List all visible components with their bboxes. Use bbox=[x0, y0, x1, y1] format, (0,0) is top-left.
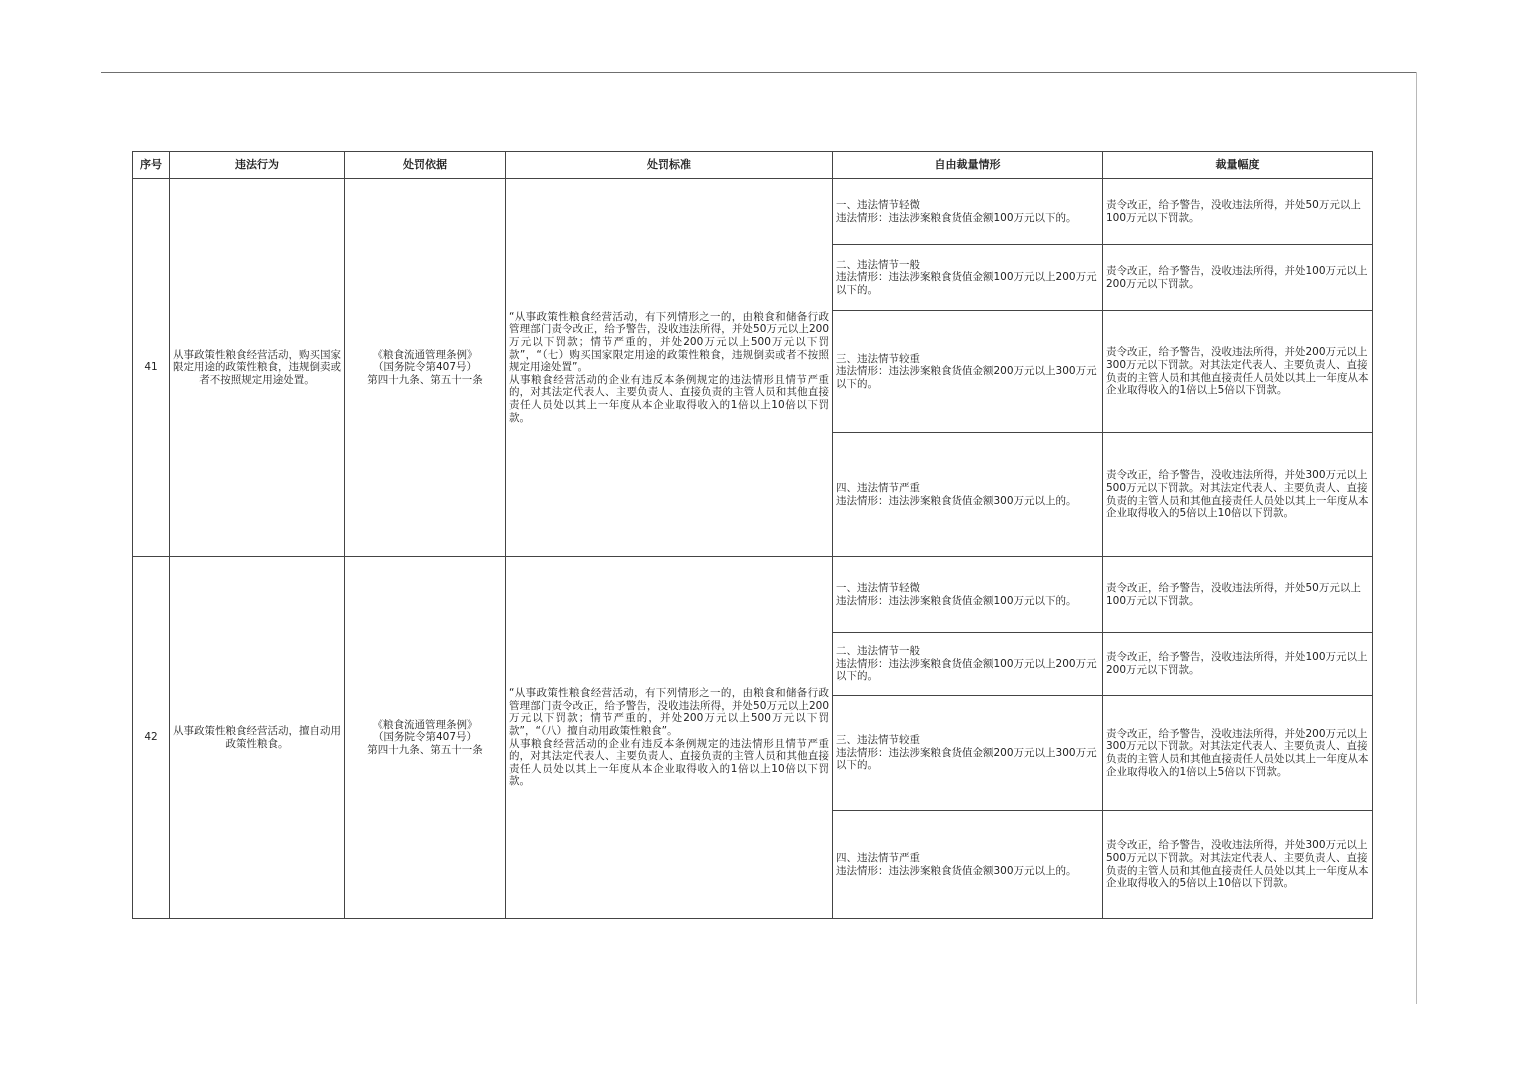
header-penalty-standard: 处罚标准 bbox=[506, 152, 833, 179]
penalty-discretion-table bbox=[132, 151, 1373, 919]
page-right-edge bbox=[1416, 72, 1417, 1004]
discretion-situation-cell: 三、违法情节较重 违法情形：违法涉案粮食货值金额200万元以上300万元以下的。 bbox=[833, 696, 1103, 811]
discretion-range-cell: 责令改正，给予警告，没收违法所得，并处100万元以上200万元以下罚款。 bbox=[1103, 633, 1373, 696]
header-serial-no: 序号 bbox=[133, 152, 170, 179]
header-legal-basis: 处罚依据 bbox=[345, 152, 506, 179]
discretion-situation-cell: 一、违法情节轻微 违法情形：违法涉案粮食货值金额100万元以下的。 bbox=[833, 557, 1103, 633]
violation-cell: 从事政策性粮食经营活动，擅自动用政策性粮食。 bbox=[170, 557, 345, 919]
discretion-range-cell: 责令改正，给予警告，没收违法所得，并处300万元以上500万元以下罚款。对其法定代表人、主要负责人、直接负责的主管人员和其他直接责任人员处以其上一年度从本企业取得收入的5倍以上10倍以下罚款。 bbox=[1103, 811, 1373, 919]
header-violation: 违法行为 bbox=[170, 152, 345, 179]
header-discretion-situation: 自由裁量情形 bbox=[833, 152, 1103, 179]
discretion-range-cell: 责令改正，给予警告，没收违法所得，并处200万元以上300万元以下罚款。对其法定代表人、主要负责人、直接负责的主管人员和其他直接责任人员处以其上一年度从本企业取得收入的1倍以上5倍以下罚款。 bbox=[1103, 311, 1373, 433]
discretion-situation-cell: 二、违法情节一般 违法情形：违法涉案粮食货值金额100万元以上200万元以下的。 bbox=[833, 245, 1103, 311]
discretion-situation-cell: 三、违法情节较重 违法情形：违法涉案粮食货值金额200万元以上300万元以下的。 bbox=[833, 311, 1103, 433]
discretion-range-cell: 责令改正，给予警告，没收违法所得，并处200万元以上300万元以下罚款。对其法定代表人、主要负责人、直接负责的主管人员和其他直接责任人员处以其上一年度从本企业取得收入的1倍以上5倍以下罚款。 bbox=[1103, 696, 1373, 811]
page-top-rule bbox=[101, 72, 1417, 73]
discretion-situation-cell: 四、违法情节严重 违法情形：违法涉案粮食货值金额300万元以上的。 bbox=[833, 811, 1103, 919]
legal-basis-cell: 《粮食流通管理条例》 （国务院令第407号） 第四十九条、第五十一条 bbox=[345, 179, 506, 557]
discretion-situation-cell: 一、违法情节轻微 违法情形：违法涉案粮食货值金额100万元以下的。 bbox=[833, 179, 1103, 245]
table-header-row bbox=[133, 152, 1373, 179]
discretion-range-cell: 责令改正，给予警告，没收违法所得，并处300万元以上500万元以下罚款。对其法定代表人、主要负责人、直接负责的主管人员和其他直接责任人员处以其上一年度从本企业取得收入的5倍以上10倍以下罚款。 bbox=[1103, 433, 1373, 557]
serial-no-cell: 42 bbox=[133, 557, 170, 919]
violation-cell: 从事政策性粮食经营活动，购买国家限定用途的政策性粮食，违规倒卖或者不按照规定用途处置。 bbox=[170, 179, 345, 557]
discretion-range-cell: 责令改正，给予警告，没收违法所得，并处50万元以上100万元以下罚款。 bbox=[1103, 179, 1373, 245]
discretion-situation-cell: 四、违法情节严重 违法情形：违法涉案粮食货值金额300万元以上的。 bbox=[833, 433, 1103, 557]
table-row bbox=[133, 557, 1373, 633]
discretion-range-cell: 责令改正，给予警告，没收违法所得，并处50万元以上100万元以下罚款。 bbox=[1103, 557, 1373, 633]
legal-basis-cell: 《粮食流通管理条例》 （国务院令第407号） 第四十九条、第五十一条 bbox=[345, 557, 506, 919]
discretion-range-cell: 责令改正，给予警告，没收违法所得，并处100万元以上200万元以下罚款。 bbox=[1103, 245, 1373, 311]
header-discretion-range: 裁量幅度 bbox=[1103, 152, 1373, 179]
penalty-standard-cell: “从事政策性粮食经营活动，有下列情形之一的，由粮食和储备行政管理部门责令改正，给予警告，没收违法所得，并处50万元以上200万元以下罚款；情节严重的，并处200万元以上500万元以下罚款”，“（八）擅自动用政策性粮食”。 从事粮食经营活动的企业有违反本条例规定的违法情形且情节严重的，对其法定代表人、主要负责人、直接负责的主管人员和其他直接责任人员处以其上一年度从本企业取得收入的1倍以上10倍以下罚款。 bbox=[506, 557, 833, 919]
table-row bbox=[133, 179, 1373, 245]
penalty-standard-cell: “从事政策性粮食经营活动，有下列情形之一的，由粮食和储备行政管理部门责令改正，给予警告，没收违法所得，并处50万元以上200万元以下罚款；情节严重的，并处200万元以上500万元以下罚款”，“（七）购买国家限定用途的政策性粮食，违规倒卖或者不按照规定用途处置”。 从事粮食经营活动的企业有违反本条例规定的违法情形且情节严重的，对其法定代表人、主要负责人、直接负责的主管人员和其他直接责任人员处以其上一年度从本企业取得收入的1倍以上10倍以下罚款。 bbox=[506, 179, 833, 557]
discretion-situation-cell: 二、违法情节一般 违法情形：违法涉案粮食货值金额100万元以上200万元以下的。 bbox=[833, 633, 1103, 696]
serial-no-cell: 41 bbox=[133, 179, 170, 557]
